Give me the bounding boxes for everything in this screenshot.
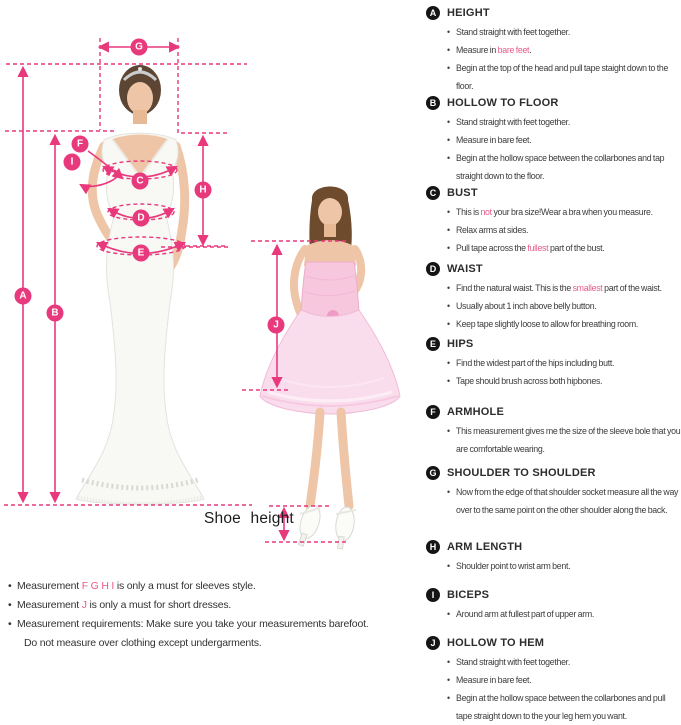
bullet-item (447, 653, 681, 671)
measure-sections (420, 0, 681, 721)
section-title: HOLLOW TO FLOOR (447, 97, 559, 109)
text-segment: your bra size!Wear a bra when you measure. (491, 207, 653, 217)
text-segment: Measurement (17, 580, 82, 592)
letter-badge: D (426, 262, 440, 276)
text-segment: Begin at the hollow space between the collarbones and pull tape straight down to the your leg hem you want. (456, 693, 666, 721)
measure-marker-a: A (15, 288, 32, 305)
bullet-item (447, 671, 681, 689)
text-segment: Usually about 1 inch above belly button. (456, 301, 597, 311)
bullet-item (447, 354, 681, 372)
text-segment: Measurement requirements: Make sure you take your measurements barefoot. (17, 618, 369, 630)
highlight-text: smallest (572, 283, 603, 293)
bullet-item (447, 483, 681, 519)
bullet-dot: • (447, 376, 450, 386)
measure-section-d (420, 261, 681, 333)
bullet-dot: • (447, 225, 450, 235)
measure-section-c (420, 185, 681, 257)
section-header (420, 587, 681, 603)
measure-section-g (420, 465, 681, 519)
measure-section-a (420, 5, 681, 95)
highlight-text: F G H I (81, 580, 115, 592)
text-segment: is only a must for short dresses. (86, 599, 232, 611)
bullet-item (447, 113, 681, 131)
bullet-item (447, 297, 681, 315)
text-segment: Measure in (456, 45, 498, 55)
short-dress-figure (260, 187, 400, 507)
bullet-item (447, 203, 681, 221)
text-segment: Find the widest part of the hips including butt. (456, 358, 615, 368)
section-header (420, 5, 681, 21)
bullet-item (447, 221, 681, 239)
section-header (420, 404, 681, 420)
text-segment: Stand straight with feet together. (456, 657, 570, 667)
measure-section-e (420, 336, 681, 390)
bullet-dot: • (447, 153, 450, 163)
shoe-height-label: Shoe height (204, 510, 294, 527)
section-header (420, 336, 681, 352)
text-segment: . (529, 45, 532, 55)
measure-section-h (420, 539, 681, 575)
letter-badge: F (426, 405, 440, 419)
section-title: WAIST (447, 263, 483, 275)
bullet-item (447, 605, 681, 623)
bullet-dot: • (447, 561, 450, 571)
text-segment: Measure in bare feet. (456, 675, 532, 685)
bullet-item (447, 131, 681, 149)
bullet-item (447, 149, 681, 185)
bullet-dot: • (447, 609, 450, 619)
bullet-dot: • (8, 580, 12, 592)
shoes-image (294, 503, 357, 550)
bullet-item (447, 279, 681, 297)
bullet-dot: • (447, 117, 450, 127)
bullet-dot: • (447, 675, 450, 685)
highlight-text: not (480, 207, 492, 217)
section-header (420, 95, 681, 111)
bullet-item (447, 689, 681, 725)
measure-section-b (420, 95, 681, 185)
letter-badge: I (426, 588, 440, 602)
section-header (420, 635, 681, 651)
section-title: HEIGHT (447, 7, 490, 19)
bullet-item (447, 315, 681, 333)
note-line (8, 615, 418, 634)
bullet-item (447, 59, 681, 95)
text-segment: part of the bust. (548, 243, 605, 253)
note-line (8, 577, 418, 596)
bullet-dot: • (8, 599, 12, 611)
bullet-list (420, 605, 681, 623)
highlight-text: bare feet (497, 45, 530, 55)
measure-marker-h: H (195, 182, 212, 199)
section-header (420, 261, 681, 277)
text-segment: Around arm at fullest part of upper arm. (456, 609, 595, 619)
measure-marker-d: D (133, 210, 150, 227)
measure-marker-j: J (268, 317, 285, 334)
measure-marker-g: G (131, 39, 148, 56)
text-segment: Tape should brush across both hipbones. (456, 376, 603, 386)
highlight-text: fullest (527, 243, 549, 253)
text-segment: Relax arms at sides. (456, 225, 529, 235)
bullet-dot: • (447, 243, 450, 253)
text-segment: is only a must for sleeves style. (114, 580, 256, 592)
section-title: ARM LENGTH (447, 541, 523, 553)
measurement-notes (8, 577, 418, 653)
text-segment: Do not measure over clothing except undergarments. (24, 637, 262, 649)
text-segment: Begin at the hollow space between the collarbones and tap straight down to the floor. (456, 153, 665, 181)
text-segment: Keep tape slightly loose to allow for breathing room. (456, 319, 639, 329)
bullet-item (447, 239, 681, 257)
measure-marker-i: I (64, 154, 81, 171)
letter-badge: A (426, 6, 440, 20)
bullet-list (420, 557, 681, 575)
measure-section-j (420, 635, 681, 725)
section-header (420, 185, 681, 201)
text-segment: Measurement (17, 599, 82, 611)
measure-marker-f: F (72, 136, 89, 153)
bullet-dot: • (447, 45, 450, 55)
letter-badge: G (426, 466, 440, 480)
bullet-list (420, 483, 681, 519)
text-segment: part of the waist. (602, 283, 662, 293)
measure-marker-c: C (132, 173, 149, 190)
bullet-dot: • (447, 693, 450, 703)
text-segment: Pull tape across the (456, 243, 528, 253)
bullet-dot: • (447, 657, 450, 667)
bullet-list (420, 23, 681, 95)
bullet-list (420, 203, 681, 257)
bride-figure (76, 65, 204, 504)
letter-badge: H (426, 540, 440, 554)
bullet-list (420, 354, 681, 390)
bullet-dot: • (447, 283, 450, 293)
bullet-dot: • (447, 63, 450, 73)
section-header (420, 465, 681, 481)
text-segment: Stand straight with feet together. (456, 117, 570, 127)
bullet-dot: • (447, 319, 450, 329)
measure-marker-e: E (133, 245, 150, 262)
text-segment: Begin at the top of the head and pull tape staight down to the floor. (456, 63, 669, 91)
letter-badge: J (426, 636, 440, 650)
bullet-list (420, 113, 681, 185)
text-segment: This is (456, 207, 481, 217)
bullet-list (420, 279, 681, 333)
section-title: ARMHOLE (447, 406, 505, 418)
highlight-text: J (81, 599, 87, 611)
measure-marker-b: B (47, 305, 64, 322)
bullet-dot: • (447, 487, 450, 497)
letter-badge: E (426, 337, 440, 351)
bullet-item (447, 23, 681, 41)
section-title: HIPS (447, 338, 474, 350)
note-line (8, 596, 418, 615)
bullet-dot: • (8, 618, 12, 630)
section-title: BUST (447, 187, 478, 199)
note-line (8, 634, 418, 653)
section-title: SHOULDER TO SHOULDER (447, 467, 596, 479)
letter-badge: B (426, 96, 440, 110)
bullet-list (420, 653, 681, 725)
bullet-item (447, 41, 681, 59)
text-segment: Now from the edge of that shoulder socket measure all the way over to the same point on the other shoulder along the back. (456, 487, 679, 515)
bullet-dot: • (447, 135, 450, 145)
bullet-dot: • (447, 358, 450, 368)
bullet-dot: • (447, 27, 450, 37)
text-segment: Shoulder point to wrist arm bent. (456, 561, 571, 571)
text-segment: Measure in bare feet. (456, 135, 532, 145)
bullet-item (447, 422, 681, 458)
bullet-list (420, 422, 681, 458)
bullet-dot: • (447, 207, 450, 217)
bullet-dot: • (447, 301, 450, 311)
section-title: HOLLOW TO HEM (447, 637, 545, 649)
bullet-item (447, 557, 681, 575)
text-segment: Find the natural waist. This is the (456, 283, 573, 293)
measure-section-f (420, 404, 681, 458)
text-segment: This measurement gives me the size of the sleeve bole that you are comfortable wearing. (456, 426, 681, 454)
section-header (420, 539, 681, 555)
letter-badge: C (426, 186, 440, 200)
measure-section-i (420, 587, 681, 623)
bullet-dot: • (447, 426, 450, 436)
bullet-item (447, 372, 681, 390)
section-title: BICEPS (447, 589, 490, 601)
text-segment: Stand straight with feet together. (456, 27, 570, 37)
